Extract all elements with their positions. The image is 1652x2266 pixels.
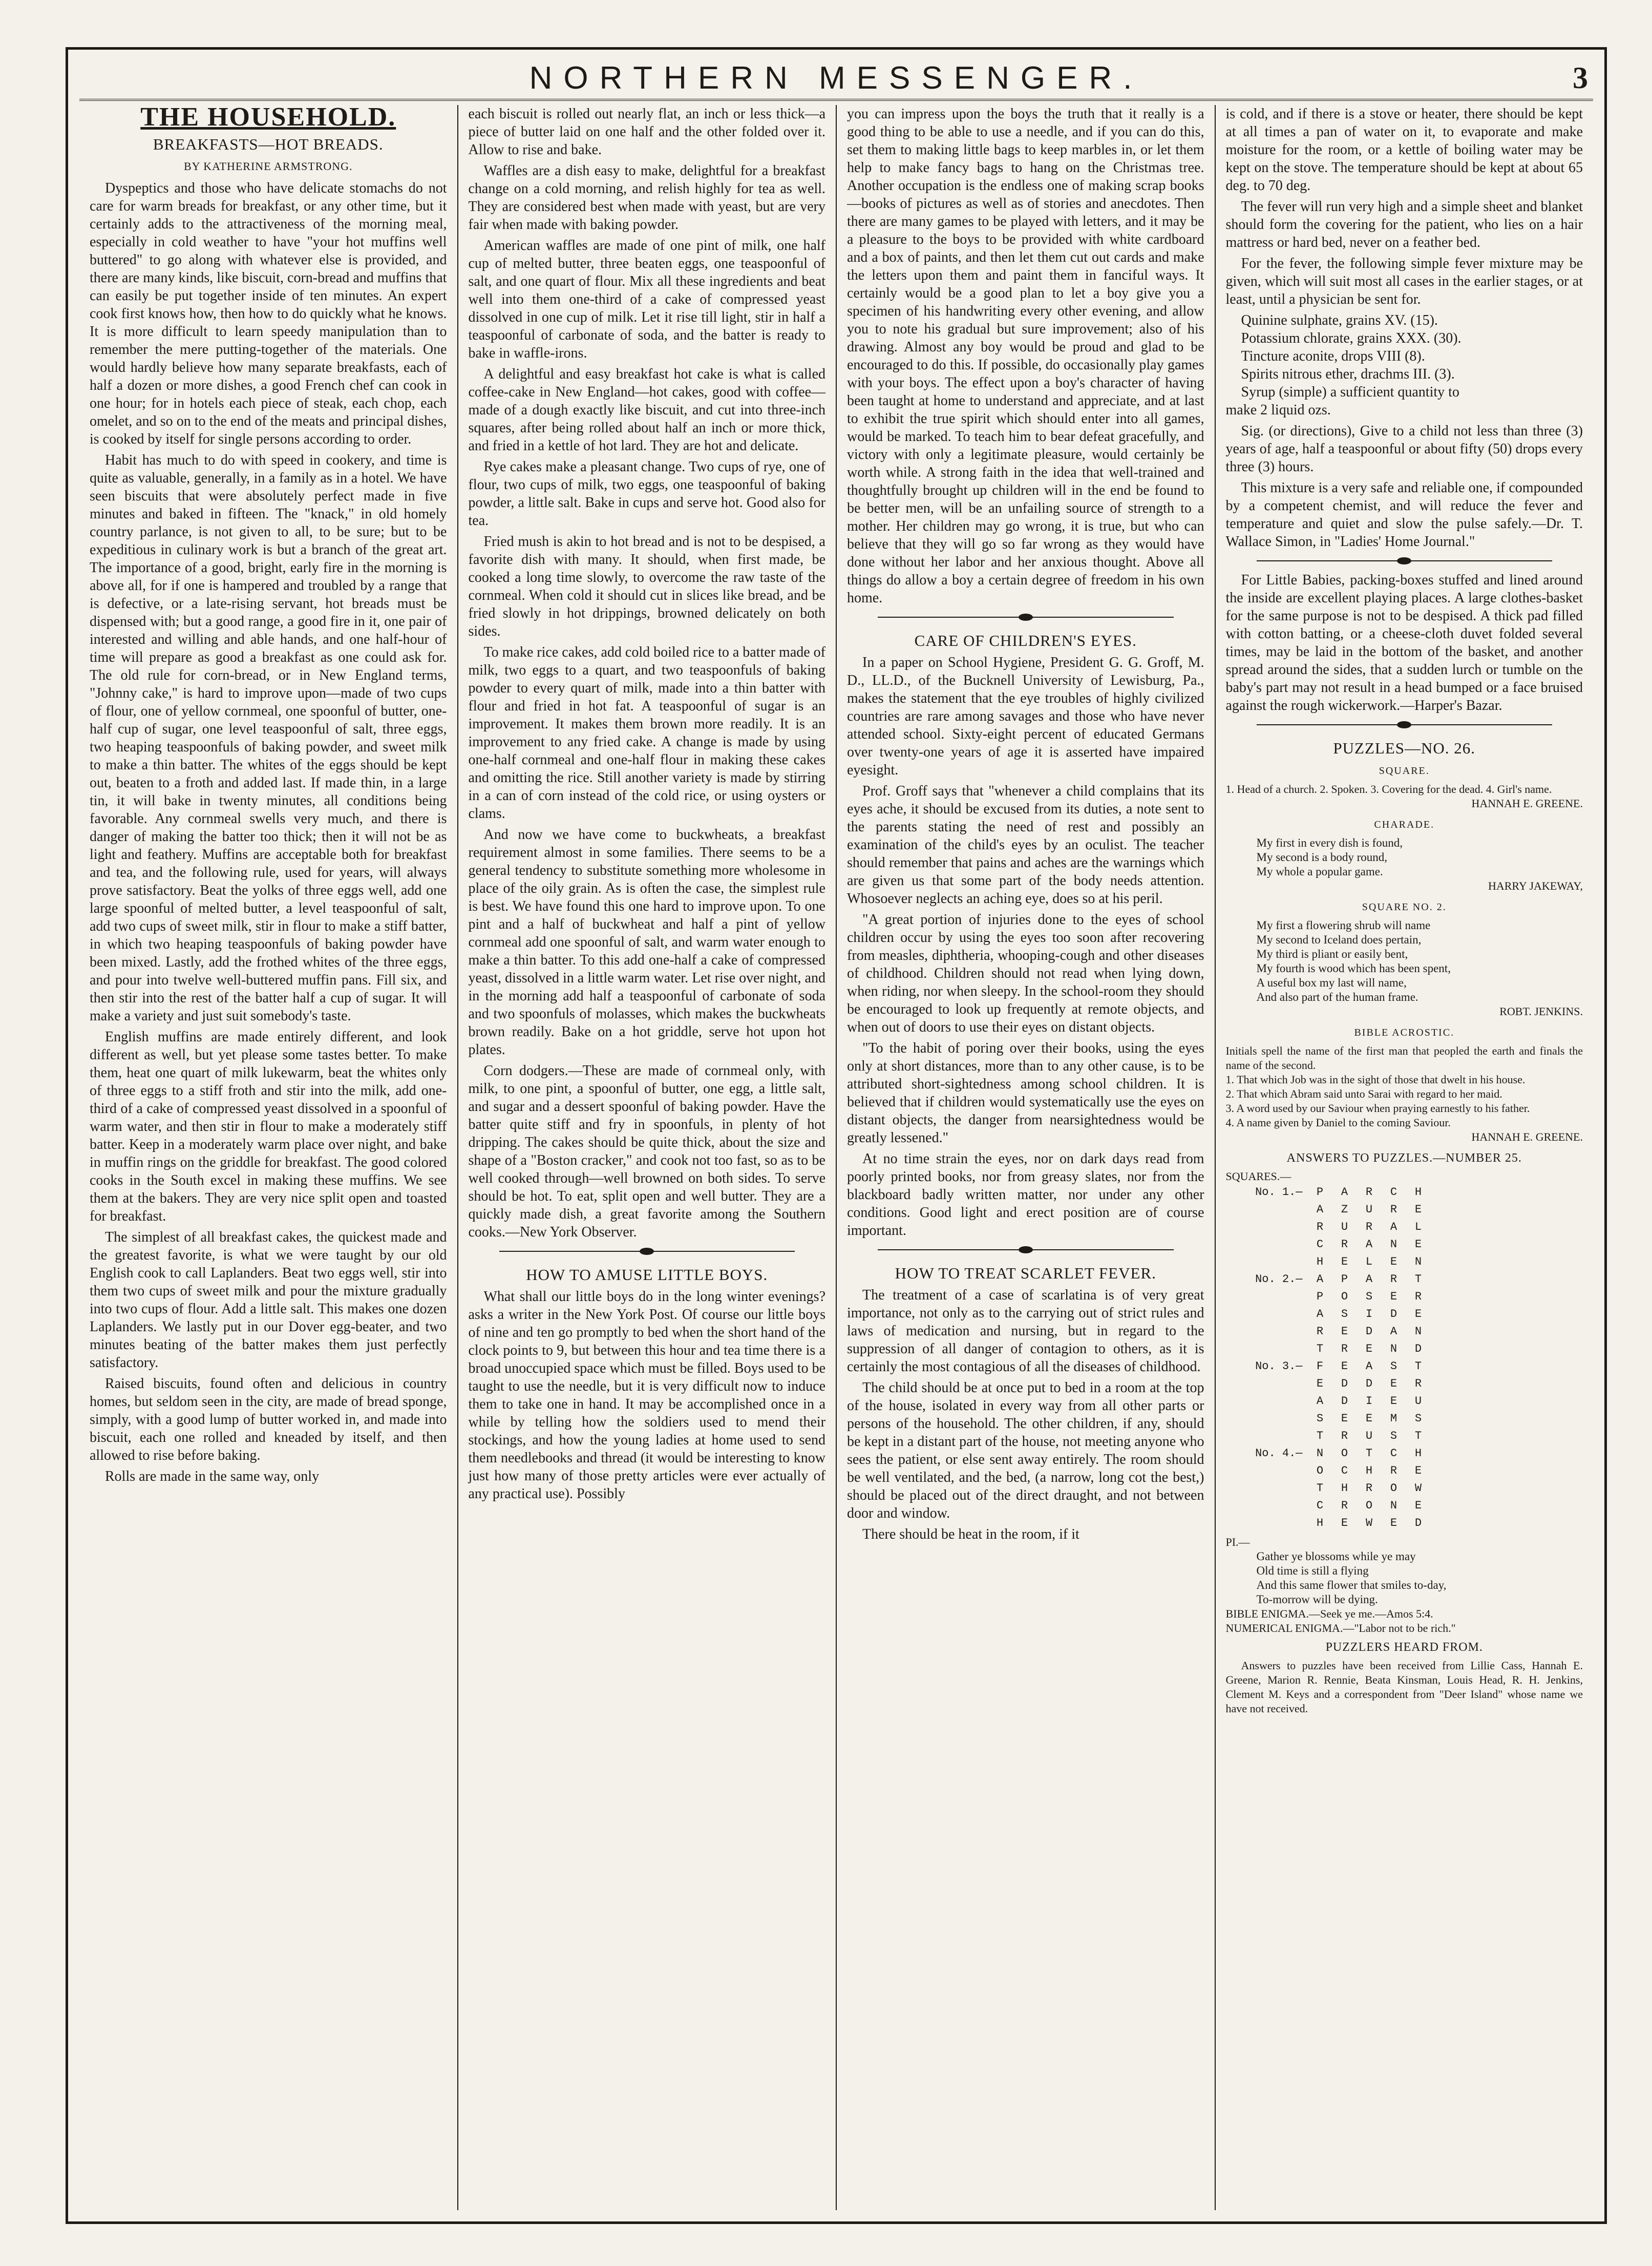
bible-enigma-answer: BIBLE ENIGMA.—Seek ye me.—Amos 5:4. xyxy=(1225,1607,1433,1620)
answer-letter: E xyxy=(1390,1395,1397,1408)
paragraph: Corn dodgers.—These are made of cornmeal only, with milk, to one pint, a spoonful of butter, one egg, a little salt, and sugar and a dessert spoonful of baking powder. Have the batter quite stiff and fry in spoonfuls, in plenty of hot dripping. The cakes should be quite thick, about the size and shape of a "Boston cracker," and cook not too fast, so as to be well cooked through—well browned on both sides. To serve should be hot. To eat, split open and well butter. They are a quickly made dish, a great favorite among the Southern cooks.—New York Observer. xyxy=(468,1063,825,1240)
answer-letter: A xyxy=(1341,1186,1348,1199)
answer-letter: R xyxy=(1341,1430,1348,1442)
answer-letter: R xyxy=(1365,1186,1373,1199)
answer-letter: A xyxy=(1390,1221,1397,1233)
answer-letter: O xyxy=(1316,1464,1324,1477)
answer-letter: H xyxy=(1316,1255,1324,1268)
answer-grid-label xyxy=(1226,1340,1308,1358)
section-divider xyxy=(878,612,1174,622)
answer-letter: S xyxy=(1390,1430,1397,1442)
answer-grid-label: No. 2.— xyxy=(1255,1273,1303,1286)
answer-letter: E xyxy=(1414,1499,1422,1512)
paragraph: This mixture is a very safe and reliable one, if compounded by a competent chemist, and will reduce the fever and temperature and quiet and slow the pulse safely.—Dr. T. Wallace Simon, in "Ladies' Home Journal." xyxy=(1225,480,1583,550)
answer-letter: U xyxy=(1414,1395,1422,1408)
columns xyxy=(79,105,1593,2210)
answer-letter: D xyxy=(1341,1377,1348,1390)
answer-letter: R xyxy=(1365,1482,1373,1495)
answer-grid-label xyxy=(1226,1375,1308,1393)
section-divider xyxy=(499,1246,795,1256)
paragraph: American waffles are made of one pint of milk, one half cup of melted butter, three beaten eggs, one teaspoonful of salt, and one quart of flour. Mix all these ingredients and beat well into them one-third of a cake of compressed yeast dissolved in one cup of milk. Let it rise till light, stir in half a teaspoonful of carbonate of soda, and the batter is ready to bake in waffle-irons. xyxy=(468,238,825,361)
answer-letter: N xyxy=(1390,1342,1397,1355)
answer-letter: C xyxy=(1316,1499,1324,1512)
answer-letter: T xyxy=(1365,1447,1373,1460)
answer-letter: H xyxy=(1414,1447,1422,1460)
verse-line: My first in every dish is found, xyxy=(1256,836,1403,849)
verse-line: My first a flowering shrub will name xyxy=(1256,919,1431,932)
section-divider xyxy=(1257,556,1553,566)
answer-grid-row xyxy=(1226,1497,1583,1515)
answer-letter: O xyxy=(1390,1482,1397,1495)
answer-grid-label xyxy=(1226,1428,1308,1445)
answer-letter: E xyxy=(1390,1255,1397,1268)
answer-letter: A xyxy=(1365,1360,1373,1373)
paragraph: At no time strain the eyes, nor on dark days read from poorly printed books, nor from greasy slates, nor from the blackboard badly written matter, nor under any other conditions. Good light and erect position are of course important. xyxy=(847,1151,1204,1239)
answer-letter: E xyxy=(1341,1325,1348,1338)
answer-letter: S xyxy=(1414,1412,1422,1425)
answer-letter: E xyxy=(1365,1412,1373,1425)
article-title-breakfasts: BREAKFASTS—HOT BREADS. xyxy=(153,135,384,153)
charade-verse xyxy=(1226,836,1583,879)
acrostic-line: 3. A word used by our Saviour when praying earnestly to his father. xyxy=(1225,1102,1530,1115)
answer-letter: T xyxy=(1414,1273,1422,1286)
answer-letter: U xyxy=(1365,1203,1373,1216)
puzzle-text: 1. Head of a church. 2. Spoken. 3. Covering for the dead. 4. Girl's name. xyxy=(1225,783,1552,795)
paragraph: Habit has much to do with speed in cookery, and time is quite as valuable, generally, in a family as in a hotel. We have seen biscuits that were absolutely perfect made in five minutes and baked in fifteen. The "knack," in old homely country parlance, is not given to all, to be sure; but to be expeditious in culinary work is but a branch of the great art. The importance of a good, bright, early fire in the morning is above all, for if one is hampered and troubled by a range that is defective, or a late-rising servant, hot breads must be dispensed with; but a good range, a good fire in it, one pair of interested and willing and able hands, and one half-hour of time will prepare as good a breakfast as one could ask for. The old rule for corn-bread, or in New England terms, "Johnny cake," is hard to improve upon—made of two cups of flour, one of yellow cornmeal, one spoonful of butter, one-half cup of sugar, one level teaspoonful of salt, three eggs, two heaping teaspoonfuls of baking powder, and sweet milk to make a thin batter. The whites of the eggs should be kept out, beaten to a froth and added last. If made thin, in a large tin, it will bake in twenty minutes, all conditions being favorable. Any cornmeal swells very much, and there is danger of making the batter too thick; then it will not be as light and feathery. Muffins are acceptable both for breakfast and tea, and the following rule, used for years, will always prove satisfactory. Beat the yolks of three eggs well, add one large spoonful of melted butter, a level teaspoonful of salt, add two cups of sweet milk, stir in flour to make a stiff batter, in which two heaping teaspoonfuls of baking powder have been mixed. Lastly, add the frothed whites of the three eggs, and pour into twelve well-buttered muffin pans. Fill six, and then stir into the rest of the batter half a cup of sugar. It will make a variety and just suit somebody's taste. xyxy=(90,452,447,1024)
answer-letter: T xyxy=(1414,1360,1422,1373)
article-title-scarlet-fever: HOW TO TREAT SCARLET FEVER. xyxy=(895,1264,1156,1282)
page-number: 3 xyxy=(1573,60,1588,95)
verse-line: And this same flower that smiles to-day, xyxy=(1256,1579,1447,1591)
answer-letter: D xyxy=(1341,1395,1348,1408)
paragraph: For the fever, the following simple fever mixture may be given, which will suit most all cases in the earlier stages, or at least, until a physician be sent for. xyxy=(1225,256,1583,307)
prescription-line: Spirits nitrous ether, drachms III. (3). xyxy=(1241,366,1455,382)
answer-letter: W xyxy=(1414,1482,1422,1495)
answer-letter: R xyxy=(1414,1377,1422,1390)
answer-letter: D xyxy=(1414,1342,1422,1355)
paragraph: Rolls are made in the same way, only xyxy=(105,1468,320,1484)
answer-grids xyxy=(1226,1184,1583,1532)
answer-grid-row xyxy=(1226,1184,1583,1201)
square2-verse xyxy=(1226,918,1583,1004)
answer-letter: S xyxy=(1316,1412,1324,1425)
verse-line: My second is a body round, xyxy=(1256,851,1388,864)
answer-letter: H xyxy=(1365,1464,1373,1477)
answer-letter: I xyxy=(1365,1308,1373,1320)
answer-letter: R xyxy=(1414,1290,1422,1303)
answer-grid-label: No. 1.— xyxy=(1255,1186,1303,1199)
answer-letter: A xyxy=(1316,1395,1324,1408)
answer-grid-label: No. 4.— xyxy=(1255,1447,1303,1460)
answer-letter: R xyxy=(1390,1464,1397,1477)
column-3 xyxy=(837,105,1216,2210)
prescription xyxy=(1226,311,1583,401)
paragraph: Dyspeptics and those who have delicate stomachs do not care for warm breads for breakfast, or any other time, but it certainly adds to the attractiveness of the morning meal, especially in cold weather to have "your hot muffins well buttered" to go along with whatever else is provided, and there are many kinds, like biscuit, corn-bread and muffins that can easily be put together inside of ten minutes. An expert cook first knows how, then how to do quickly what he knows. It is more difficult to learn speedy manipulation than to remember the mere putting-together of the materials. One would hardly believe how many separate breakfasts, each of half a dozen or more dishes, a good French chef can cook in one hour; for in hotels each piece of steak, each chop, each omelet, and so on to the end of the meats and principal dishes, is cooked by itself for single persons according to order. xyxy=(90,180,447,447)
answer-grid-row xyxy=(1226,1393,1583,1410)
puzzlers-text: Answers to puzzles have been received from Lillie Cass, Hannah E. Greene, Marion R. Rennie, Beata Kinsman, Louis Head, R. H. Jenkins, Clement M. Keys and a correspondent from "Deer Island" whose name we have not received. xyxy=(1225,1659,1583,1715)
column-2 xyxy=(458,105,837,2210)
answer-letter: H xyxy=(1316,1517,1324,1529)
answer-letter: T xyxy=(1316,1430,1324,1442)
acrostic-line: 2. That which Abram said unto Sarai with regard to her maid. xyxy=(1225,1087,1502,1100)
answer-letter: R xyxy=(1341,1342,1348,1355)
paragraph: Raised biscuits, found often and delicious in country homes, but seldom seen in the city, are made of bread sponge, simply, with a good lump of butter worked in, and made into biscuit, each one rolled and kneaded by itself, and then allowed to rise before baking. xyxy=(90,1376,447,1463)
answer-letter: E xyxy=(1365,1342,1373,1355)
answer-letter: A xyxy=(1316,1308,1324,1320)
verse-line: A useful box my last will name, xyxy=(1256,976,1407,989)
answer-letter: N xyxy=(1414,1255,1422,1268)
answer-grid-row xyxy=(1226,1306,1583,1323)
answer-grid-label: No. 3.— xyxy=(1255,1360,1303,1373)
answer-letter: E xyxy=(1414,1203,1422,1216)
answer-grid-label xyxy=(1226,1497,1308,1515)
answer-letter: R xyxy=(1390,1203,1397,1216)
paragraph: There should be heat in the room, if it xyxy=(862,1526,1079,1542)
answer-grid-row xyxy=(1226,1480,1583,1497)
acrostic-line: 1. That which Job was in the sight of those that dwelt in his house. xyxy=(1225,1073,1526,1086)
paragraph: Waffles are a dish easy to make, delightful for a breakfast change on a cold morning, and relish highly for tea as well. They are considered best when made with yeast, but are very fair when made with baking powder. xyxy=(468,163,825,233)
answer-grid-row xyxy=(1226,1445,1583,1462)
answer-grid-row xyxy=(1226,1323,1583,1340)
answer-grid-row xyxy=(1226,1358,1583,1375)
paragraph: "A great portion of injuries done to the eyes of school children occur by using the eyes too soon after recovering from measles, diphtheria, whooping-cough and other diseases of childhood. Children should not read when lying down, when riding, nor when sleepy. In the school-room they should be encouraged to look up frequently at remote objects, and when out of doors to use their eyes on distant objects. xyxy=(847,912,1204,1035)
paragraph: A delightful and easy breakfast hot cake is what is called coffee-cake in New England—hot cakes, good with coffee—made of a dough exactly like biscuit, and cut into three-inch squares, after being rolled about half an inch or more thick, and fried in a kettle of hot lard. They are hot and delicate. xyxy=(468,366,825,454)
puzzle-heading: CHARADE. xyxy=(1374,819,1435,830)
answer-letter: E xyxy=(1390,1377,1397,1390)
answer-letter: R xyxy=(1390,1273,1397,1286)
paragraph: English muffins are made entirely different, and look different as well, but yet please some tastes better. To make them, heat one quart of milk lukewarm, beat the whites only of three eggs to a stiff froth and stir into the milk, add one-third of a cake of compressed yeast dissolved in a spoonful of warm water, and then stir in flour to make a moderately stiff batter. Keep in a moderately warm place over night, and bake in muffin rings on the griddle for breakfast. The good colored cooks in the South excel in making these muffins. We see them at the bakers. They are very nice split open and toasted for breakfast. xyxy=(90,1029,447,1224)
paragraph: Sig. (or directions), Give to a child not less than three (3) years of age, half a teaspoonful or about fifty (50) drops every three (3) hours. xyxy=(1225,423,1583,475)
paragraph: To make rice cakes, add cold boiled rice to a batter made of milk, two eggs to a quart, and two teaspoonfuls of baking powder to every quart of milk, made into a thin batter with flour and fried in hot fat. A teaspoonful of sugar is an improvement. It makes them brown more readily. It is an improvement to any fried cake. A change is made by using one-half cornmeal and one-half flour in making these cakes and omitting the rice. Still another variety is made by stirring in a can of corn instead of the cold rice, or using oysters or clams. xyxy=(468,644,825,822)
puzzles-title: PUZZLES—NO. 26. xyxy=(1333,739,1476,757)
article-title-amuse-boys: HOW TO AMUSE LITTLE BOYS. xyxy=(526,1266,768,1284)
answers-title: ANSWERS TO PUZZLES.—NUMBER 25. xyxy=(1286,1151,1522,1165)
answer-letter: C xyxy=(1390,1447,1397,1460)
answer-letter: O xyxy=(1341,1447,1348,1460)
paragraph: The child should be at once put to bed in a room at the top of the house, isolated in every way from all other parts or persons of the household. The other children, if any, should be kept in a distant part of the house, not meeting anyone who sees the patient, or else sent away entirely. The room should be well ventilated, and the bed, (a narrow, long cot the best,) should be placed out of the direct draught, and not between door and window. xyxy=(847,1380,1204,1521)
answer-grid-label xyxy=(1226,1515,1308,1532)
answer-grid-label xyxy=(1226,1288,1308,1306)
answer-grid-row xyxy=(1226,1410,1583,1428)
answer-grid-row xyxy=(1226,1201,1583,1219)
answer-letter: E xyxy=(1414,1308,1422,1320)
answer-grid-label xyxy=(1226,1306,1308,1323)
paragraph: The fever will run very high and a simple sheet and blanket should form the covering for the patient, who lies on a hair mattress or hard bed, never on a feather bed. xyxy=(1225,199,1583,250)
section-divider xyxy=(878,1245,1174,1255)
answer-letter: S xyxy=(1341,1308,1348,1320)
paragraph: In a paper on School Hygiene, President G. G. Groff, M. D., LL.D., of the Bucknell University of Lewisburg, Pa., makes the statement that the eye troubles of highly civilized countries are rare among savages and those who have never attended school. Sixty-eight percent of educated Germans over twenty-one years of age it is asserted have impaired eyesight. xyxy=(847,655,1204,778)
answer-letter: Z xyxy=(1341,1203,1348,1216)
answer-letter: I xyxy=(1365,1395,1373,1408)
answer-letter: F xyxy=(1316,1360,1324,1373)
answer-letter: E xyxy=(1414,1464,1422,1477)
masthead-title: NORTHERN MESSENGER. xyxy=(529,60,1143,96)
answer-letter: R xyxy=(1365,1221,1373,1233)
section-divider xyxy=(1257,720,1553,730)
column-4 xyxy=(1216,105,1594,2210)
answer-letter: H xyxy=(1341,1482,1348,1495)
answer-letter: W xyxy=(1365,1517,1373,1529)
verse-line: My whole a popular game. xyxy=(1256,865,1383,878)
answer-grid-label xyxy=(1226,1462,1308,1480)
answer-letter: P xyxy=(1341,1273,1348,1286)
answer-letter: A xyxy=(1365,1273,1373,1286)
answer-letter: C xyxy=(1316,1238,1324,1251)
answer-letter: C xyxy=(1341,1464,1348,1477)
verse-line: Old time is still a flying xyxy=(1256,1564,1369,1577)
paragraph: Fried mush is akin to hot bread and is not to be despised, a favorite dish with many. It should, when first made, be cooked a long time slowly, to overcome the raw taste of the cornmeal. When cold it should cut in slices like bread, and be fried slowly in hot drippings, browned delicately on both sides. xyxy=(468,534,825,639)
answer-letter: D xyxy=(1365,1325,1373,1338)
pi-label: PI.— xyxy=(1225,1536,1250,1548)
paragraph: And now we have come to buckwheats, a breakfast requirement almost in some families. There seems to be a general tendency to substitute something more wholesome in place of the oily grain. As is often the case, the simplest rule is best. We have found this one hard to improve upon. To one pint and a half of buckwheat and half a pint of yellow cornmeal add one spoonful of salt, and warm water enough to make a thin batter. To this add one-half a cake of compressed yeast, dissolved in a little warm water. Let rise over night, and in the morning add half a teaspoonful of carbonate of soda and two spoonfuls of molasses, which makes the buckwheats brown readily. Bake on a hot griddle, serve hot upon hot plates. xyxy=(468,827,825,1058)
answer-grid-label xyxy=(1226,1219,1308,1236)
acrostic-line: Initials spell the name of the first man that peopled the earth and finals the name of the second. xyxy=(1225,1044,1583,1072)
answer-letter: D xyxy=(1365,1377,1373,1390)
answer-grid-label xyxy=(1226,1253,1308,1271)
answer-letter: S xyxy=(1390,1360,1397,1373)
answer-letter: R xyxy=(1316,1325,1324,1338)
answer-grid-row xyxy=(1226,1236,1583,1253)
answer-letter: E xyxy=(1316,1377,1324,1390)
acrostic-line: 4. A name given by Daniel to the coming Saviour. xyxy=(1225,1116,1451,1129)
pi-verse xyxy=(1226,1549,1583,1607)
paragraph-little-babies: For Little Babies, packing-boxes stuffed and lined around the inside are excellent playing places. A large clothes-basket for the same purpose is not to be despised. A thick pad filled with cotton batting, or a cheese-cloth duvet folded several times, may be laid in the bottom of the basket, and another spread around the sides, that a sudden lurch or tumble on the baby's part may not result in a head bumped or a face bruised against the rough wickerwork.—Harper's Bazar. xyxy=(1225,572,1583,714)
puzzle-heading: SQUARE. xyxy=(1379,765,1430,777)
answer-grid-label xyxy=(1226,1480,1308,1497)
paragraph: "To the habit of poring over their books, using the eyes only at short distances, more than to any other cause, is to be attributed short-sightedness among school children. It is believed that if children would systematically use the eyes on distant objects, the danger from nearsightedness would be greatly lessened." xyxy=(847,1040,1204,1146)
answer-letter: N xyxy=(1390,1499,1397,1512)
puzzle-heading: SQUARE NO. 2. xyxy=(1362,901,1447,913)
answer-grid-row xyxy=(1226,1462,1583,1480)
paragraph: The treatment of a case of scarlatina is of very great importance, not only as to the carrying out of strict rules and laws of medication and nursing, but in regard to the suppression of all danger of contagion to others, as it is certainly the most contagious of all the diseases of childhood. xyxy=(847,1287,1204,1375)
answer-grid-row xyxy=(1226,1428,1583,1445)
paragraph: you can impress upon the boys the truth that it really is a good thing to be able to use a needle, and if you can do this, set them to making little bags to keep marbles in, or let them help to make fancy bags to hang on the Christmas tree. Another occupation is the endless one of making scrap books—books of pictures as well as of stories and anecdotes. Then there are many games to be played with letters, and it may be a pleasure to the boys to be provided with white cardboard and a box of paints, and then let them cut out cards and make the letters upon them and paint them in fanciful ways. It certainly would be a good plan to let a boy give you a specimen of his handwriting every other evening, and allow you to note his gradual but sure improvement; also of his drawing. Almost any boy would be proud and glad to be encouraged to do this. If possible, do occasionally play games with your boys. The effect upon a boy's character of having been taught at home to understand and appreciate, and at last to exhibit the true spirit which should enter into all games, would be marked. To teach him to bear defeat gracefully, and victory with only a legitimate pleasure, would certainly be worth while. A strong faith in the idea that well-trained and thoughtfully brought up children will in the end be found to be better men, will be an unfailing source of strength to a mother. Her children may go wrong, it is true, but who can believe that they will go so far wrong as they would have done without her labor and her anxious thought. Above all things do allow a boy a certain degree of freedom in his own home. xyxy=(847,106,1204,606)
answer-letter: T xyxy=(1414,1430,1422,1442)
answer-letter: A xyxy=(1365,1238,1373,1251)
puzzle-author: HANNAH E. GREENE. xyxy=(1471,1130,1583,1143)
puzzle-heading: BIBLE ACROSTIC. xyxy=(1354,1027,1455,1038)
answer-grid-row xyxy=(1226,1515,1583,1532)
answer-letter: E xyxy=(1341,1360,1348,1373)
answer-letter: E xyxy=(1341,1255,1348,1268)
answer-grid-label xyxy=(1226,1323,1308,1340)
answer-letter: A xyxy=(1390,1325,1397,1338)
answer-letter: T xyxy=(1316,1482,1324,1495)
answer-grid-row xyxy=(1226,1340,1583,1358)
answer-grid-row xyxy=(1226,1288,1583,1306)
verse-line: My fourth is wood which has been spent, xyxy=(1256,962,1451,975)
puzzle-author: HARRY JAKEWAY, xyxy=(1488,879,1583,892)
answer-letter: E xyxy=(1341,1412,1348,1425)
answer-letter: E xyxy=(1390,1290,1397,1303)
paragraph: The simplest of all breakfast cakes, the quickest made and the greatest favorite, is what we were taught by our old English cook to call Laplanders. Beat two eggs well, stir into them two cups of sweet milk and pour the mixture gradually into two cups of flour. Add a little salt. This makes one dozen Laplanders. We lastly put in our Dover egg-beater, and two minutes beating of the batter makes them just perfectly satisfactory. xyxy=(90,1229,447,1371)
prescription-line: Syrup (simple) a sufficient quantity to xyxy=(1241,384,1459,400)
prescription-line: Quinine sulphate, grains XV. (15). xyxy=(1241,312,1438,328)
answer-letter: D xyxy=(1390,1308,1397,1320)
answer-grid-row xyxy=(1226,1375,1583,1393)
column-1 xyxy=(79,105,458,2210)
answer-letter: U xyxy=(1341,1221,1348,1233)
answer-letter: R xyxy=(1341,1499,1348,1512)
answer-letter: E xyxy=(1390,1517,1397,1529)
prescription-line: Tincture aconite, drops VIII (8). xyxy=(1241,348,1425,364)
answer-letter: U xyxy=(1365,1430,1373,1442)
answer-letter: L xyxy=(1365,1255,1373,1268)
paragraph: Prof. Groff says that "whenever a child complains that its eyes ache, it should be excused from its duties, a note sent to the parents stating the need of rest and possibly an examination of the child's eyes by an oculist. The teacher should remember that pains and aches are the warnings which are given us that some part of the body needs attention. Whosoever neglects an aching eye, does so at his peril. xyxy=(847,783,1204,907)
newspaper-page xyxy=(66,47,1607,2224)
paragraph: Rye cakes make a pleasant change. Two cups of rye, one of flour, two cups of milk, two eggs, one teaspoonful of baking powder, a little salt. Bake in cups and serve hot. Good also for tea. xyxy=(468,459,825,529)
puzzle-author: HANNAH E. GREENE. xyxy=(1471,797,1583,810)
answer-letter: C xyxy=(1390,1186,1397,1199)
section-title: THE HOUSEHOLD. xyxy=(140,105,396,132)
byline: BY KATHERINE ARMSTRONG. xyxy=(183,160,353,173)
squares-label: SQUARES.— xyxy=(1225,1170,1291,1183)
answer-grid-label xyxy=(1226,1201,1308,1219)
answer-letter: M xyxy=(1390,1412,1397,1425)
answer-letter: N xyxy=(1390,1238,1397,1251)
answer-letter: H xyxy=(1414,1186,1422,1199)
paragraph: is cold, and if there is a stove or heater, there should be kept at all times a pan of water on it, to evaporate and make moisture for the room, or a kettle of boiling water may be kept on the stove. The temperature should be kept at about 65 deg. to 70 deg. xyxy=(1225,106,1583,194)
paragraph: each biscuit is rolled out nearly flat, an inch or less thick—a piece of butter laid on one half and the other folded over it. Allow to rise and bake. xyxy=(468,106,825,158)
numerical-enigma-answer: NUMERICAL ENIGMA.—"Labor not to be rich." xyxy=(1225,1622,1456,1634)
paragraph: What shall our little boys do in the long winter evenings? asks a writer in the New York Post. Of course our little boys of nine and ten go promptly to bed when the short hand of the clock points to 9, but between this hour and tea time there is a broad unoccupied space which must be filled. Boys used to be taught to use the needle, but it is very difficult now to induce them to take one in hand. It may be accomplished once in a while by telling how the soldiers used to mend their stockings, and how the young ladies at home used to send them needlebooks and thread (it would be interesting to know just how many of those pretty articles were ever actually of any practical use). Possibly xyxy=(468,1289,825,1502)
answer-grid-label xyxy=(1226,1410,1308,1428)
answer-grid-row xyxy=(1226,1253,1583,1271)
puzzle-author: ROBT. JENKINS. xyxy=(1499,1005,1583,1018)
paragraph: make 2 liquid ozs. xyxy=(1225,402,1331,418)
answer-letter: R xyxy=(1316,1221,1324,1233)
answer-grid-label xyxy=(1226,1236,1308,1253)
verse-line: To-morrow will be dying. xyxy=(1256,1593,1378,1606)
answer-letter: O xyxy=(1341,1290,1348,1303)
answer-letter: D xyxy=(1414,1517,1422,1529)
verse-line: My second to Iceland does pertain, xyxy=(1256,933,1422,946)
answer-letter: N xyxy=(1414,1325,1422,1338)
answer-letter: N xyxy=(1316,1447,1324,1460)
answer-grid-row xyxy=(1226,1271,1583,1288)
verse-line: And also part of the human frame. xyxy=(1256,991,1418,1003)
answer-letter: R xyxy=(1341,1238,1348,1251)
answer-grid-row xyxy=(1226,1219,1583,1236)
answer-letter: A xyxy=(1316,1203,1324,1216)
verse-line: My third is pliant or easily bent, xyxy=(1256,948,1408,960)
answer-letter: O xyxy=(1365,1499,1373,1512)
answer-grid-label xyxy=(1226,1393,1308,1410)
answer-letter: S xyxy=(1365,1290,1373,1303)
answer-letter: A xyxy=(1316,1273,1324,1286)
article-title-childrens-eyes: CARE OF CHILDREN'S EYES. xyxy=(914,632,1137,649)
prescription-line: Potassium chlorate, grains XXX. (30). xyxy=(1241,330,1462,346)
puzzlers-title: PUZZLERS HEARD FROM. xyxy=(1325,1641,1483,1654)
answer-letter: E xyxy=(1341,1517,1348,1529)
answer-letter: E xyxy=(1414,1238,1422,1251)
answer-letter: T xyxy=(1316,1342,1324,1355)
masthead xyxy=(79,57,1593,101)
answer-letter: P xyxy=(1316,1290,1324,1303)
verse-line: Gather ye blossoms while ye may xyxy=(1256,1550,1416,1563)
answer-letter: P xyxy=(1316,1186,1324,1199)
answer-letter: L xyxy=(1414,1221,1422,1233)
